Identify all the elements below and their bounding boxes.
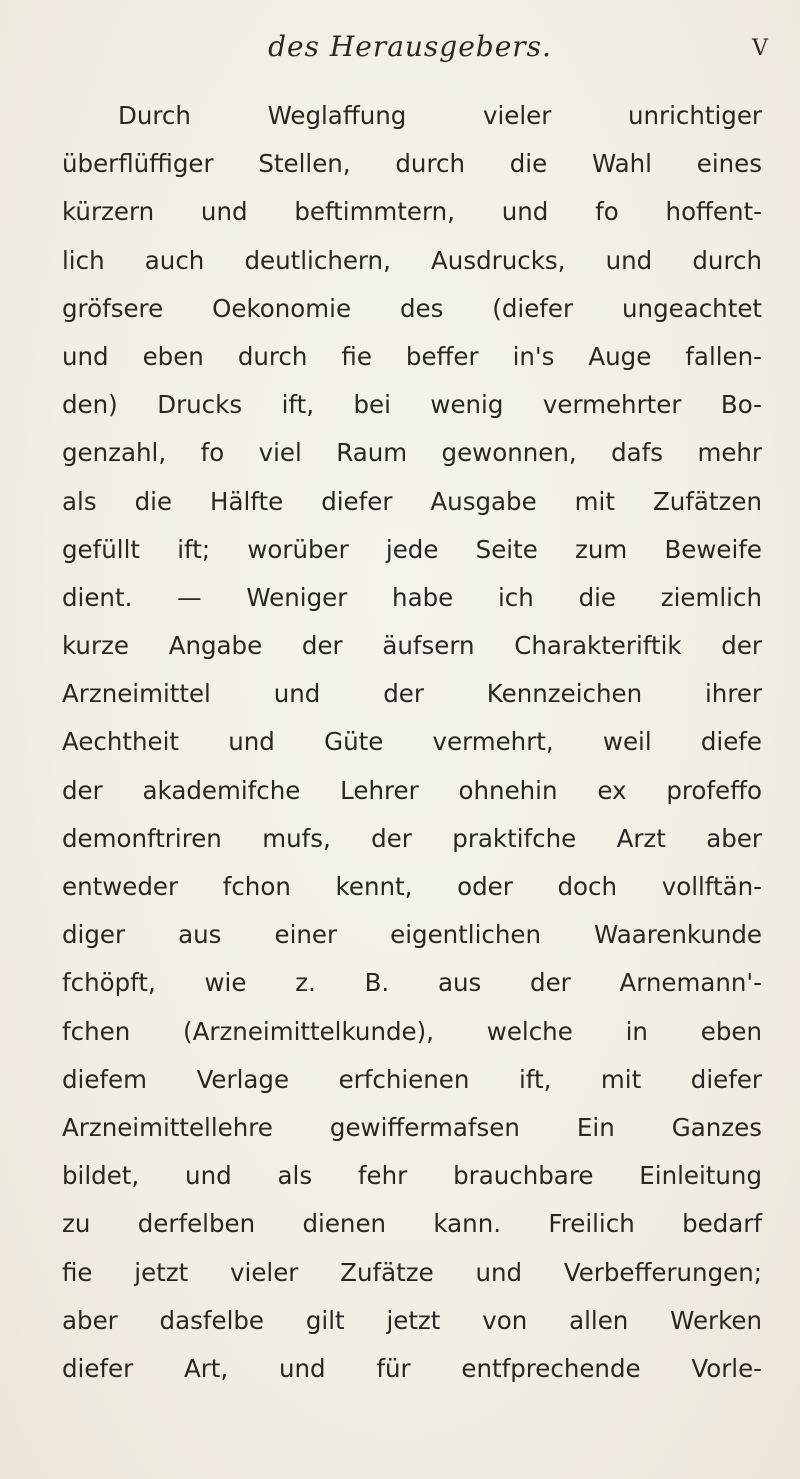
body-text [62,92,762,1393]
text-line: den) Drucks ift, bei wenig vermehrter Bo- [62,390,762,420]
text-line: demonftriren mufs, der praktifche Arzt aber [62,823,762,853]
text-line: kürzern und beftimmtern, und fo hoffent- [62,197,762,227]
text-line: überflüffiger Stellen, durch die Wahl eines [62,149,762,179]
text-line: zu derfelben dienen kann. Freilich bedarf [62,1209,762,1239]
text-line: kurze Angabe der äufsern Charakteriftik der [62,631,762,661]
text-line: diger aus einer eigentlichen Waarenkunde [62,920,762,950]
text-line: gröfsere Oekonomie des (diefer ungeachtet [62,293,762,323]
text-line: aber dasfelbe gilt jetzt von allen Werken [62,1305,762,1335]
text-line: gefüllt ift; worüber jede Seite zum Beweife [62,534,762,564]
page-number: V [752,36,768,61]
text-line: Arzneimittellehre gewiffermafsen Ein Ganzes [62,1112,762,1142]
text-line: diefem Verlage erfchienen ift, mit diefer [62,1064,762,1094]
text-line: Aechtheit und Güte vermehrt, weil diefe [62,727,762,757]
text-line: und eben durch fie beffer in's Auge fallen- [62,341,762,371]
running-title: des Herausgebers. [268,30,552,63]
text-line: der akademifche Lehrer ohnehin ex profeffo [62,775,762,805]
text-line: genzahl, fo viel Raum gewonnen, dafs mehr [62,438,762,468]
text-line: Arzneimittel und der Kennzeichen ihrer [62,679,762,709]
text-line: entweder fchon kennt, oder doch vollftän- [62,872,762,901]
text-line: als die Hälfte diefer Ausgabe mit Zufätzen [62,486,762,516]
text-line: bildet, und als fehr brauchbare Einleitung [62,1161,762,1191]
text-line: diefer Art, und für entfprechende Vorle- [62,1353,762,1383]
text-line: fie jetzt vieler Zufätze und Verbefferungen; [62,1257,762,1287]
text-line: dient. — Weniger habe ich die ziemlich [62,582,762,612]
text-line: fchöpft, wie z. B. aus der Arnemann'- [62,968,762,998]
text-line: Durch Weglaffung vieler unrichtiger [118,101,762,130]
text-line: fchen (Arzneimittelkunde), welche in eben [62,1016,762,1046]
page-header [60,30,768,70]
text-line: lich auch deutlichern, Ausdrucks, und durch [62,245,762,275]
